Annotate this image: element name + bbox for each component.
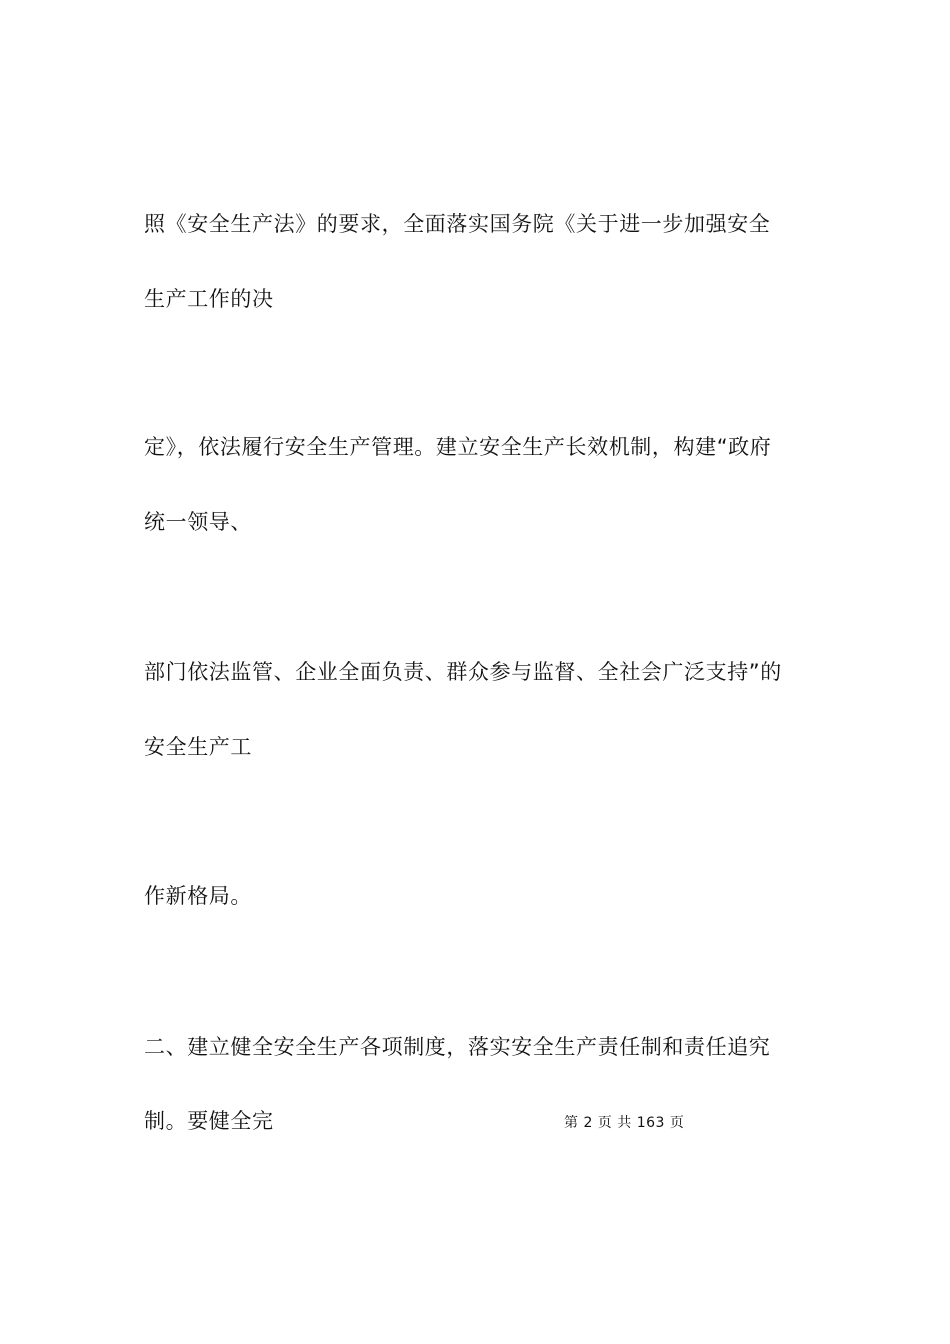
body-text-line: 统一领导、 [144, 510, 252, 534]
body-text-line: 安全生产工 [144, 735, 252, 759]
body-text-line: 照《安全生产法》的要求，全面落实国务院《关于进一步加强安全 [144, 212, 771, 236]
body-text-line: 作新格局。 [144, 884, 252, 908]
body-text-line: 定》，依法履行安全生产管理。建立安全生产长效机制，构建“政府 [144, 435, 772, 459]
page-number-footer: 第 2 页 共 163 页 [564, 1115, 685, 1131]
body-text-line: 生产工作的决 [144, 287, 274, 311]
body-text-line: 二、建立健全安全生产各项制度，落实安全生产责任制和责任追究 [144, 1035, 771, 1059]
body-text-line: 制。要健全完 [144, 1109, 274, 1133]
body-text-line: 部门依法监管、企业全面负责、群众参与监督、全社会广泛支持”的 [144, 660, 782, 684]
